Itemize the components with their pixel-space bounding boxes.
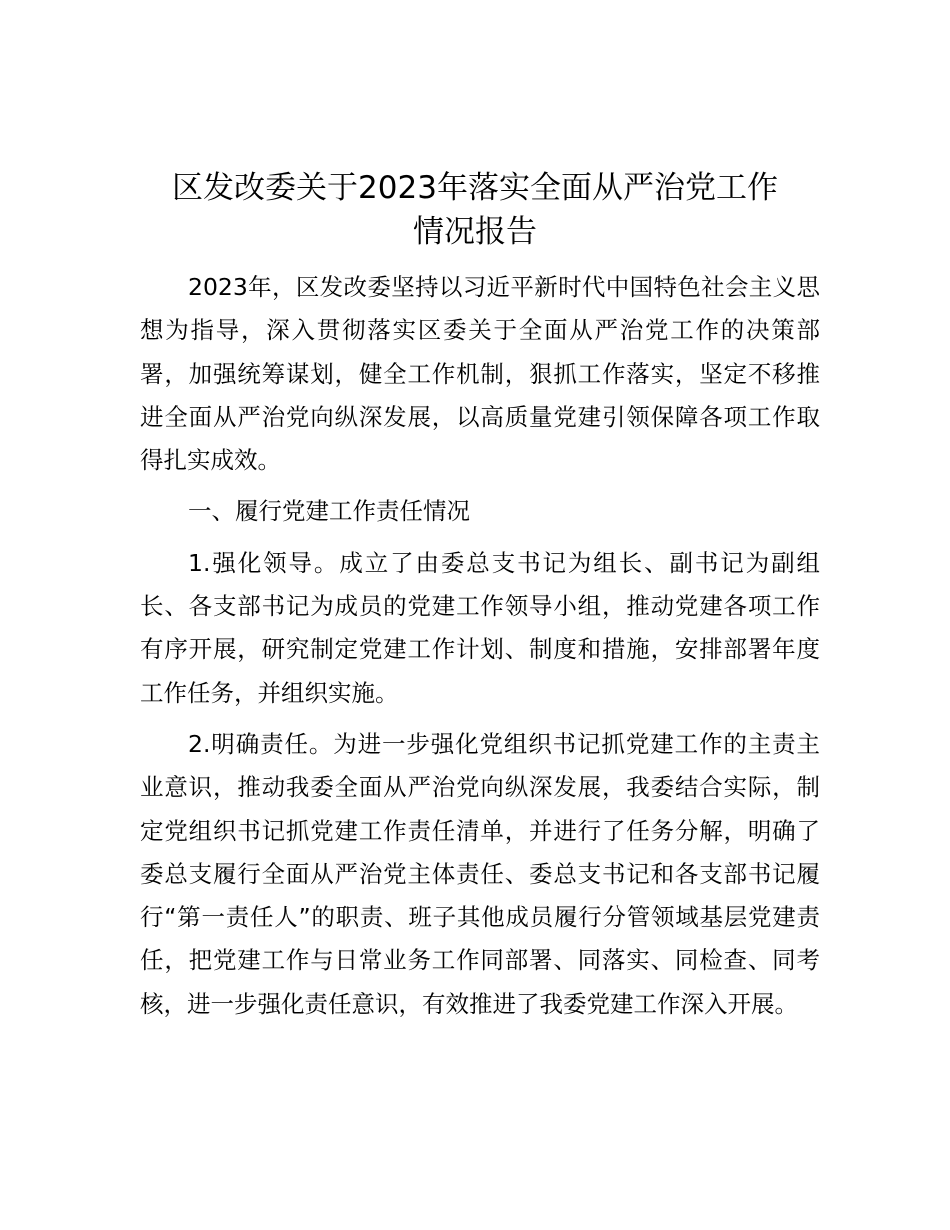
paragraph-strengthen-leadership: 1.强化领导。成立了由委总支书记为组长、副书记为副组长、各支部书记为成员的党建工作领导小组，推动党建各项工作有序开展，研究制定党建工作计划、制度和措施，安排部署年度工作任务，并组织实施。	[140, 548, 820, 707]
document-title-line-1: 区发改委关于2023年落实全面从严治党工作	[172, 170, 778, 206]
section-heading: 一、履行党建工作责任情况	[188, 497, 470, 526]
document-title-line-2: 情况报告	[413, 214, 537, 250]
intro-paragraph: 2023年，区发改委坚持以习近平新时代中国特色社会主义思想为指导，深入贯彻落实区委关于全面从严治党工作的决策部署，加强统筹谋划，健全工作机制，狠抓工作落实，坚定不移推进全面从严治党向纵深发展，以高质量党建引领保障各项工作取得扎实成效。	[140, 273, 820, 475]
paragraph-clarify-responsibility: 2.明确责任。为进一步强化党组织书记抓党建工作的主责主业意识，推动我委全面从严治党向纵深发展，我委结合实际，制定党组织书记抓党建工作责任清单，并进行了任务分解，明确了委总支履行全面从严治党主体责任、委总支书记和各支部书记履行“第一责任人”的职责、班子其他成员履行分管领域基层党建责任，把党建工作与日常业务工作同部署、同落实、同检查、同考核，进一步强化责任意识，有效推进了我委党建工作深入开展。	[140, 729, 820, 1018]
document-body	[140, 266, 820, 1034]
